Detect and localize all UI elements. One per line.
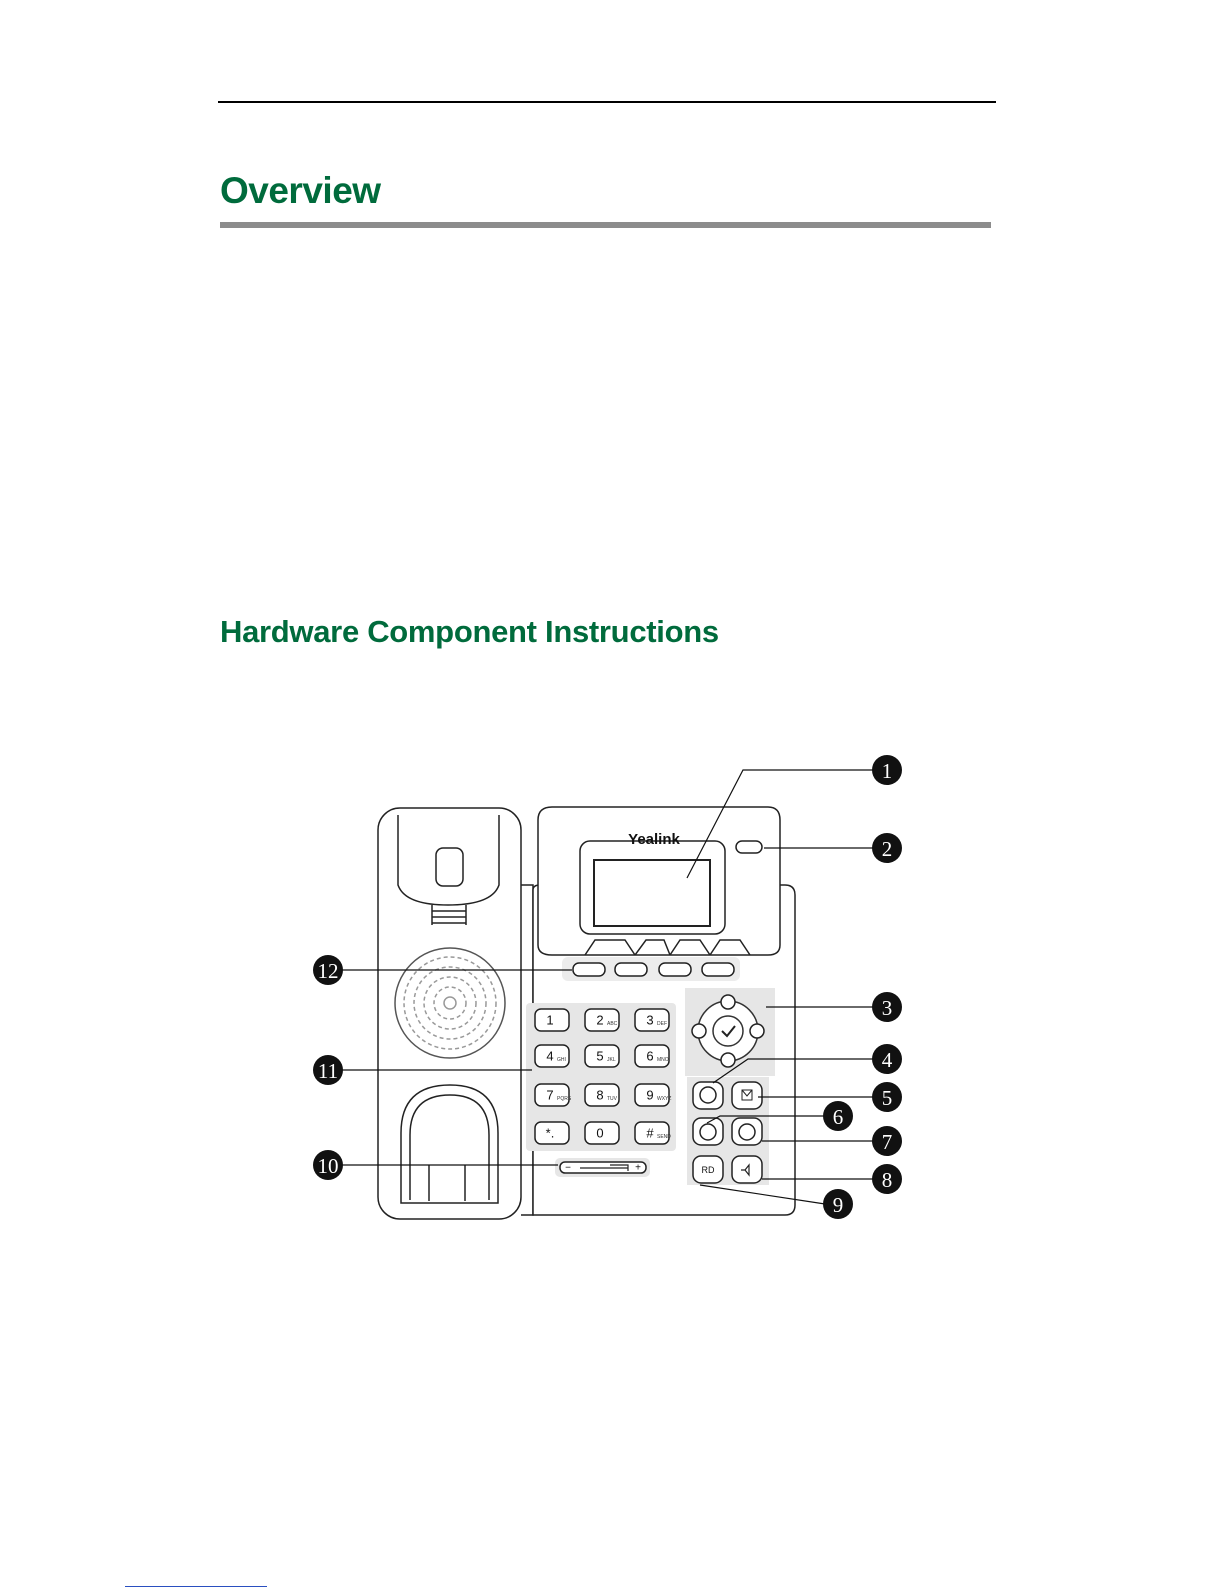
- callout-7: [872, 1126, 902, 1156]
- keypad-key-digit: #: [646, 1125, 654, 1141]
- section-title-overview: Overview: [220, 170, 381, 211]
- keypad-key-5: [585, 1045, 619, 1067]
- phone-hardware-diagram: [290, 745, 930, 1235]
- volume-minus: −: [565, 1162, 571, 1174]
- keypad-key-digit: 3: [646, 1012, 654, 1028]
- keypad-key-digit: *.: [545, 1125, 555, 1141]
- keypad-key-digit: 8: [596, 1087, 604, 1103]
- callout-number: 10: [317, 1154, 339, 1178]
- keypad-key-6: [635, 1045, 669, 1067]
- handset-speaker-grille: [395, 948, 505, 1058]
- callout-1: [872, 755, 902, 785]
- keypad-key-letters: MNO: [657, 1057, 669, 1063]
- callout-number: 12: [317, 959, 339, 983]
- keypad-key-letters: DEF: [657, 1021, 667, 1027]
- callout-9: [823, 1189, 853, 1219]
- keypad-key-letters: JKL: [607, 1057, 616, 1063]
- callout-number: 6: [832, 1105, 844, 1129]
- callout-12: [313, 955, 343, 985]
- keypad-key-letters: SEND: [657, 1134, 671, 1140]
- callout-5: [872, 1082, 902, 1112]
- keypad-key-letters: ABC: [607, 1021, 618, 1027]
- callout-11: [313, 1055, 343, 1085]
- keypad-key-letters: WXYZ: [657, 1096, 672, 1102]
- callout-number: 9: [832, 1193, 844, 1217]
- redial-key-label: RD: [701, 1165, 715, 1175]
- keypad-key-7: [535, 1084, 572, 1106]
- section-title-hardware: Hardware Component Instructions: [220, 614, 719, 649]
- callout-number: 1: [881, 759, 893, 783]
- callout-number: 5: [881, 1086, 893, 1110]
- callout-2: [872, 833, 902, 863]
- callout-number: 3: [881, 996, 893, 1020]
- keypad-key-9: [635, 1084, 671, 1106]
- section-title-underline: [220, 222, 991, 228]
- header-rule: [218, 101, 996, 103]
- keypad-key-12: [635, 1122, 671, 1144]
- volume-plus: +: [635, 1162, 641, 1174]
- callout-number: 4: [881, 1048, 893, 1072]
- keypad-key-digit: 9: [646, 1087, 654, 1103]
- keypad-key-letters: TUV: [607, 1096, 617, 1102]
- callout-4: [872, 1044, 902, 1074]
- callout-3: [872, 992, 902, 1022]
- keypad-key-3: [635, 1009, 669, 1031]
- keypad-key-letters: GHI: [557, 1057, 566, 1063]
- callout-8: [872, 1164, 902, 1194]
- keypad-key-10: [535, 1122, 569, 1144]
- keypad-key-2: [585, 1009, 619, 1031]
- keypad-key-digit: 7: [546, 1087, 554, 1103]
- callout-10: [313, 1150, 343, 1180]
- callout-number: 2: [881, 837, 893, 861]
- keypad-key-digit: 0: [596, 1125, 604, 1141]
- keypad-key-letters: PQRS: [557, 1096, 572, 1102]
- keypad-key-digit: 2: [596, 1012, 604, 1028]
- callout-number: 11: [317, 1059, 339, 1083]
- callout-number: 8: [881, 1168, 893, 1192]
- keypad-key-digit: 4: [546, 1048, 554, 1064]
- keypad-key-digit: 1: [546, 1012, 554, 1028]
- callout-number: 7: [881, 1130, 893, 1154]
- keypad-key-11: [585, 1122, 619, 1144]
- keypad-key-4: [535, 1045, 569, 1067]
- keypad-key-digit: 5: [596, 1048, 604, 1064]
- keypad-key-digit: 6: [646, 1048, 654, 1064]
- brand-logo: Yealink: [628, 831, 680, 848]
- keypad-key-8: [585, 1084, 619, 1106]
- keypad-key-1: [535, 1009, 569, 1031]
- callout-6: [823, 1101, 853, 1131]
